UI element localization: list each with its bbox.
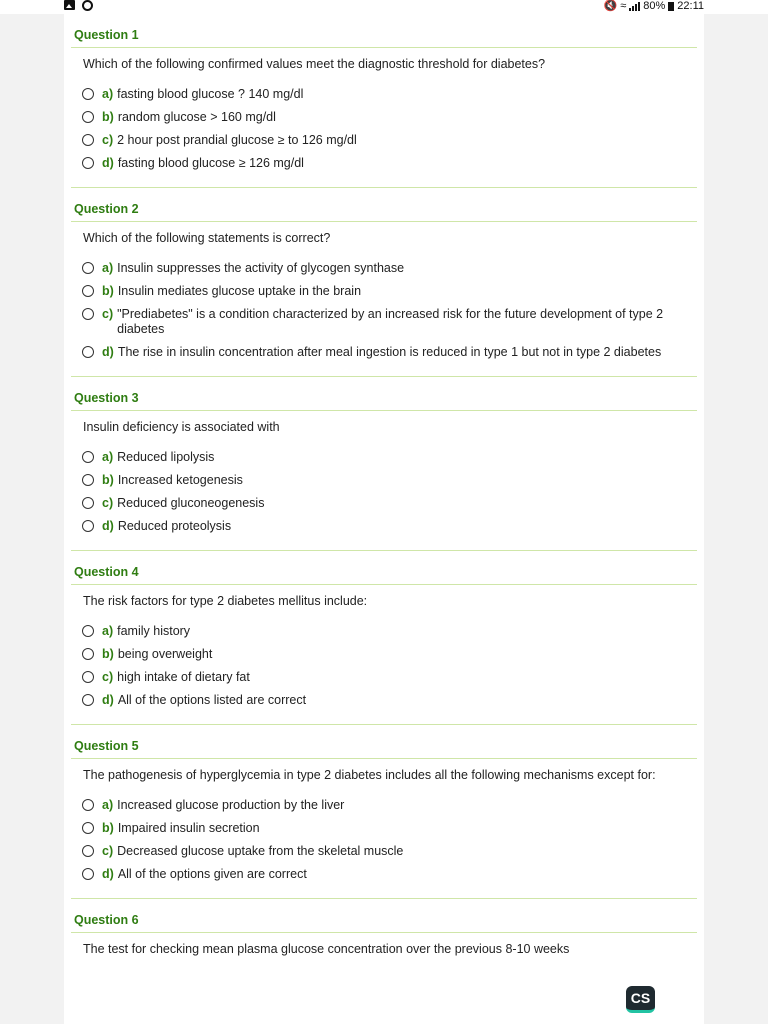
option-a[interactable] <box>82 261 704 276</box>
question-block <box>64 377 704 551</box>
option-label: Reduced gluconeogenesis <box>117 496 265 510</box>
option-letter: b) <box>102 110 114 124</box>
option-letter: d) <box>102 345 114 359</box>
option-label: The rise in insulin concentration after meal ingestion is reduced in type 1 but not in type 2 diabetes <box>117 345 662 359</box>
question-text: The test for checking mean plasma glucose concentration over the previous 8-10 weeks <box>83 942 570 956</box>
option-label: "Prediabetes" is a condition characterized by an increased risk for the future development of type 2 diabetes <box>117 307 664 336</box>
question-title: Question 2 <box>74 202 139 216</box>
radio-button[interactable] <box>82 694 94 706</box>
mute-icon: 🔇 <box>603 0 618 12</box>
radio-button[interactable] <box>82 285 94 297</box>
option-letter: b) <box>102 284 114 298</box>
question-title: Question 5 <box>74 739 139 753</box>
option-letter: a) <box>102 798 114 812</box>
option-label: 2 hour post prandial glucose ≥ to 126 mg/dl <box>117 133 357 147</box>
radio-button[interactable] <box>82 346 94 358</box>
option-label: All of the options given are correct <box>117 867 307 881</box>
option-letter: c) <box>102 496 114 510</box>
option-letter: d) <box>102 519 114 533</box>
options-list <box>64 73 704 187</box>
option-letter: c) <box>102 133 114 147</box>
option-letter: c) <box>102 670 114 684</box>
battery-percent: 80% <box>643 0 666 12</box>
option-label: Insulin suppresses the activity of glycogen synthase <box>117 261 405 275</box>
option-label: fasting blood glucose ? 140 mg/dl <box>117 87 304 101</box>
question-text: The pathogenesis of hyperglycemia in type 2 diabetes includes all the following mechanisms except for: <box>83 768 656 782</box>
quiz-page <box>64 14 704 1024</box>
option-label: being overweight <box>117 647 213 661</box>
question-text: The risk factors for type 2 diabetes mellitus include: <box>83 594 368 608</box>
radio-button[interactable] <box>82 520 94 532</box>
option-letter: c) <box>102 307 114 321</box>
radio-button[interactable] <box>82 134 94 146</box>
option-label: Decreased glucose uptake from the skeletal muscle <box>117 844 404 858</box>
radio-button[interactable] <box>82 157 94 169</box>
radio-button[interactable] <box>82 799 94 811</box>
option-b[interactable] <box>82 473 704 488</box>
option-d[interactable] <box>82 345 704 360</box>
option-b[interactable] <box>82 110 704 125</box>
question-title: Question 1 <box>74 28 139 42</box>
option-c[interactable] <box>82 496 704 511</box>
option-a[interactable] <box>82 87 704 102</box>
option-b[interactable] <box>82 647 704 662</box>
signal-icon <box>629 2 640 11</box>
option-label: Increased ketogenesis <box>117 473 243 487</box>
options-list <box>64 784 704 898</box>
question-title: Question 3 <box>74 391 139 405</box>
option-label: high intake of dietary fat <box>117 670 250 684</box>
sync-icon <box>82 0 93 11</box>
radio-button[interactable] <box>82 474 94 486</box>
question-title: Question 4 <box>74 565 139 579</box>
radio-button[interactable] <box>82 625 94 637</box>
option-letter: b) <box>102 821 114 835</box>
option-a[interactable] <box>82 624 704 639</box>
option-label: Increased glucose production by the liver <box>117 798 345 812</box>
option-label: Reduced proteolysis <box>117 519 232 533</box>
option-a[interactable] <box>82 450 704 465</box>
option-b[interactable] <box>82 284 704 299</box>
option-letter: b) <box>102 473 114 487</box>
question-block <box>64 188 704 377</box>
radio-button[interactable] <box>82 845 94 857</box>
option-label: random glucose > 160 mg/dl <box>117 110 276 124</box>
option-letter: d) <box>102 867 114 881</box>
battery-icon <box>668 2 674 11</box>
options-list <box>64 247 704 376</box>
option-c[interactable] <box>82 307 704 337</box>
option-letter: a) <box>102 87 114 101</box>
question-block <box>64 551 704 725</box>
option-letter: c) <box>102 844 114 858</box>
option-label: Impaired insulin secretion <box>117 821 260 835</box>
question-text: Insulin deficiency is associated with <box>83 420 280 434</box>
radio-button[interactable] <box>82 262 94 274</box>
status-left <box>64 0 93 11</box>
option-b[interactable] <box>82 821 704 836</box>
radio-button[interactable] <box>82 308 94 320</box>
question-block <box>64 725 704 899</box>
option-c[interactable] <box>82 133 704 148</box>
question-title: Question 6 <box>74 913 139 927</box>
question-text: Which of the following confirmed values meet the diagnostic threshold for diabetes? <box>83 57 546 71</box>
option-d[interactable] <box>82 156 704 171</box>
option-letter: a) <box>102 261 114 275</box>
option-c[interactable] <box>82 670 704 685</box>
clock: 22:11 <box>677 0 704 12</box>
option-letter: a) <box>102 624 114 638</box>
radio-button[interactable] <box>82 671 94 683</box>
option-label: family history <box>117 624 191 638</box>
option-c[interactable] <box>82 844 704 859</box>
option-d[interactable] <box>82 693 704 708</box>
wifi-icon: ≈ <box>620 0 627 12</box>
radio-button[interactable] <box>82 648 94 660</box>
radio-button[interactable] <box>82 451 94 463</box>
radio-button[interactable] <box>82 497 94 509</box>
image-icon <box>64 0 75 10</box>
option-letter: d) <box>102 693 114 707</box>
radio-button[interactable] <box>82 868 94 880</box>
option-label: Insulin mediates glucose uptake in the brain <box>117 284 362 298</box>
option-label: fasting blood glucose ≥ 126 mg/dl <box>117 156 304 170</box>
option-letter: b) <box>102 647 114 661</box>
radio-button[interactable] <box>82 822 94 834</box>
option-label: All of the options listed are correct <box>117 693 307 707</box>
option-letter: d) <box>102 156 114 170</box>
options-list <box>64 610 704 724</box>
camscanner-badge[interactable]: CS <box>626 986 655 1013</box>
option-label: Reduced lipolysis <box>117 450 215 464</box>
status-bar <box>0 0 768 14</box>
question-block <box>64 14 704 188</box>
radio-button[interactable] <box>82 88 94 100</box>
option-letter: a) <box>102 450 114 464</box>
radio-button[interactable] <box>82 111 94 123</box>
options-list <box>64 436 704 550</box>
question-text: Which of the following statements is correct? <box>83 231 331 245</box>
option-a[interactable] <box>82 798 704 813</box>
option-d[interactable] <box>82 519 704 534</box>
status-right <box>604 0 705 12</box>
question-block <box>64 899 704 958</box>
option-d[interactable] <box>82 867 704 882</box>
